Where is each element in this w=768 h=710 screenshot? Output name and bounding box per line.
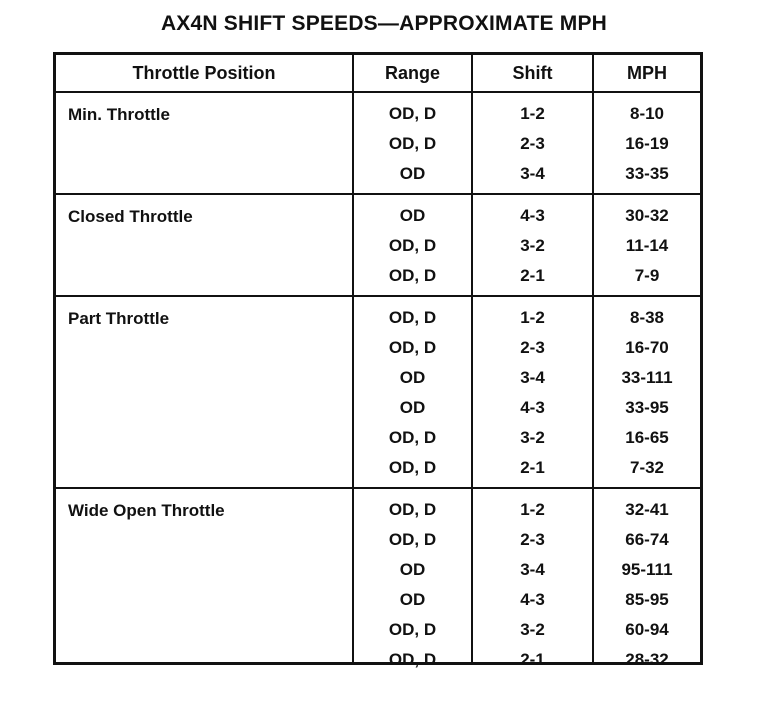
range-cell: OD, D [388,308,437,327]
shift-cell: 1-2 [520,104,545,123]
shift-cell: 2-1 [520,650,545,669]
header-range: Range [384,62,440,83]
throttle-position-label: Closed Throttle [68,207,193,226]
range-cell: OD [399,368,426,387]
range-cell: OD [399,560,426,579]
shift-cell: 3-2 [520,236,545,255]
shift-cell: 3-4 [520,164,545,183]
throttle-group [56,489,700,679]
mph-cell: 33-111 [621,368,673,387]
shift-cell: 2-1 [520,458,545,477]
range-cell: OD, D [388,236,437,255]
shift-cell: 1-2 [520,500,545,519]
range-cell: OD, D [388,530,437,549]
table-row [56,645,700,675]
range-cell: OD, D [388,500,437,519]
shift-cell: 4-3 [520,590,545,609]
shift-cell: 4-3 [520,206,545,225]
table-row [56,129,700,159]
table-row [56,555,700,585]
mph-cell: 33-95 [625,398,669,417]
shift-cell: 3-2 [520,620,545,639]
table-row [56,585,700,615]
throttle-group [56,195,700,295]
mph-cell: 95-111 [621,560,673,579]
table-row [56,495,700,525]
range-cell: OD, D [388,266,437,285]
shift-cell: 3-4 [520,368,545,387]
range-cell: OD, D [388,620,437,639]
throttle-group [56,297,700,487]
mph-cell: 16-70 [625,338,669,357]
mph-cell: 7-32 [629,458,665,477]
table-row [56,423,700,453]
header-shift: Shift [512,62,553,83]
shift-cell: 2-1 [520,266,545,285]
range-cell: OD [399,398,426,417]
shift-cell: 3-4 [520,560,545,579]
mph-cell: 16-65 [625,428,669,447]
range-cell: OD, D [388,458,437,477]
shift-cell: 4-3 [520,398,545,417]
table-row [56,231,700,261]
throttle-position-label: Wide Open Throttle [68,501,225,520]
shift-cell: 2-3 [520,338,545,357]
range-cell: OD [399,164,426,183]
throttle-group [56,93,700,193]
mph-cell: 33-35 [625,164,669,183]
range-cell: OD [399,590,426,609]
shift-speeds-table [53,52,703,669]
range-cell: OD, D [388,338,437,357]
header-throttle-position: Throttle Position [132,62,276,83]
table-row [56,201,700,231]
table-row [56,615,700,645]
shift-cell: 3-2 [520,428,545,447]
throttle-position-label: Min. Throttle [68,105,170,124]
mph-cell: 7-9 [634,266,660,285]
table-row [56,159,700,189]
range-cell: OD, D [388,104,437,123]
table-row [56,303,700,333]
throttle-position-label: Part Throttle [68,309,170,328]
table-row [56,333,700,363]
mph-cell: 8-38 [629,308,665,327]
mph-cell: 85-95 [625,590,669,609]
range-cell: OD [399,206,426,225]
table-row [56,99,700,129]
mph-cell: 16-19 [625,134,669,153]
mph-cell: 32-41 [625,500,669,519]
mph-cell: 28-32 [625,650,669,669]
shift-cell: 2-3 [520,530,545,549]
mph-cell: 11-14 [625,236,669,255]
table-row [56,363,700,393]
table-row [56,453,700,483]
page-title: AX4N SHIFT SPEEDS—APPROXIMATE MPH [160,12,608,35]
table-row [56,393,700,423]
range-cell: OD, D [388,650,437,669]
mph-cell: 60-94 [625,620,669,639]
mph-cell: 66-74 [625,530,669,549]
shift-cell: 2-3 [520,134,545,153]
range-cell: OD, D [388,428,437,447]
range-cell: OD, D [388,134,437,153]
table-row [56,525,700,555]
mph-cell: 8-10 [629,104,665,123]
shift-cell: 1-2 [520,308,545,327]
table-row [56,261,700,291]
mph-cell: 30-32 [625,206,669,225]
header-mph: MPH [627,62,667,83]
